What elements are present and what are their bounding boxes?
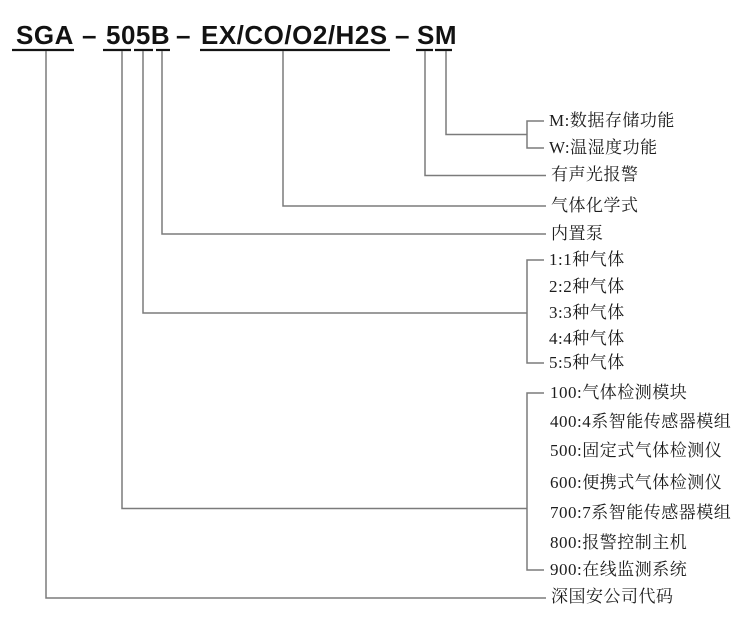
- title-company-code: SGA: [16, 20, 74, 50]
- label-series-900: 900:在线监测系统: [550, 560, 688, 579]
- label-gas-count-3: 3:3种气体: [549, 303, 625, 322]
- title-gas-codes: EX/CO/O2/H2S: [201, 20, 388, 50]
- label-w-temp-humidity: W:温湿度功能: [549, 138, 658, 157]
- bracket-mw: [527, 121, 544, 148]
- label-series-500: 500:固定式气体检测仪: [550, 441, 723, 460]
- label-gas-chemical: 气体化学式: [551, 196, 639, 215]
- bracket-series: [527, 393, 544, 570]
- line-sound-light-alarm: [425, 51, 546, 176]
- title-separator-1: –: [82, 20, 97, 50]
- label-company-name-code: 深国安公司代码: [551, 587, 674, 606]
- label-series-100: 100:气体检测模块: [550, 383, 688, 402]
- title-model-code: 505B: [106, 20, 171, 50]
- label-gas-count-2: 2:2种气体: [549, 277, 625, 296]
- line-series-feed: [122, 51, 527, 509]
- title-separator-2: –: [176, 20, 191, 50]
- bracket-gas-count: [527, 260, 544, 363]
- label-series-800: 800:报警控制主机: [550, 533, 688, 552]
- label-series-400: 400:4系智能传感器模组: [550, 412, 732, 431]
- title-separator-3: –: [395, 20, 410, 50]
- label-series-700: 700:7系智能传感器模组: [550, 503, 732, 522]
- label-gas-count-5: 5:5种气体: [549, 353, 625, 372]
- label-built-in-pump: 内置泵: [551, 224, 604, 243]
- label-sound-light-alarm: 有声光报警: [551, 165, 639, 184]
- title-function-codes: SM: [417, 20, 457, 50]
- line-gas-count-feed: [143, 51, 527, 313]
- label-gas-count-1: 1:1种气体: [549, 250, 625, 269]
- label-gas-count-4: 4:4种气体: [549, 329, 625, 348]
- label-m-data-storage: M:数据存储功能: [549, 111, 675, 130]
- label-series-600: 600:便携式气体检测仪: [550, 473, 723, 492]
- line-mw-feed: [446, 51, 527, 135]
- line-gas-chemical: [283, 51, 546, 206]
- line-company-code: [46, 51, 546, 598]
